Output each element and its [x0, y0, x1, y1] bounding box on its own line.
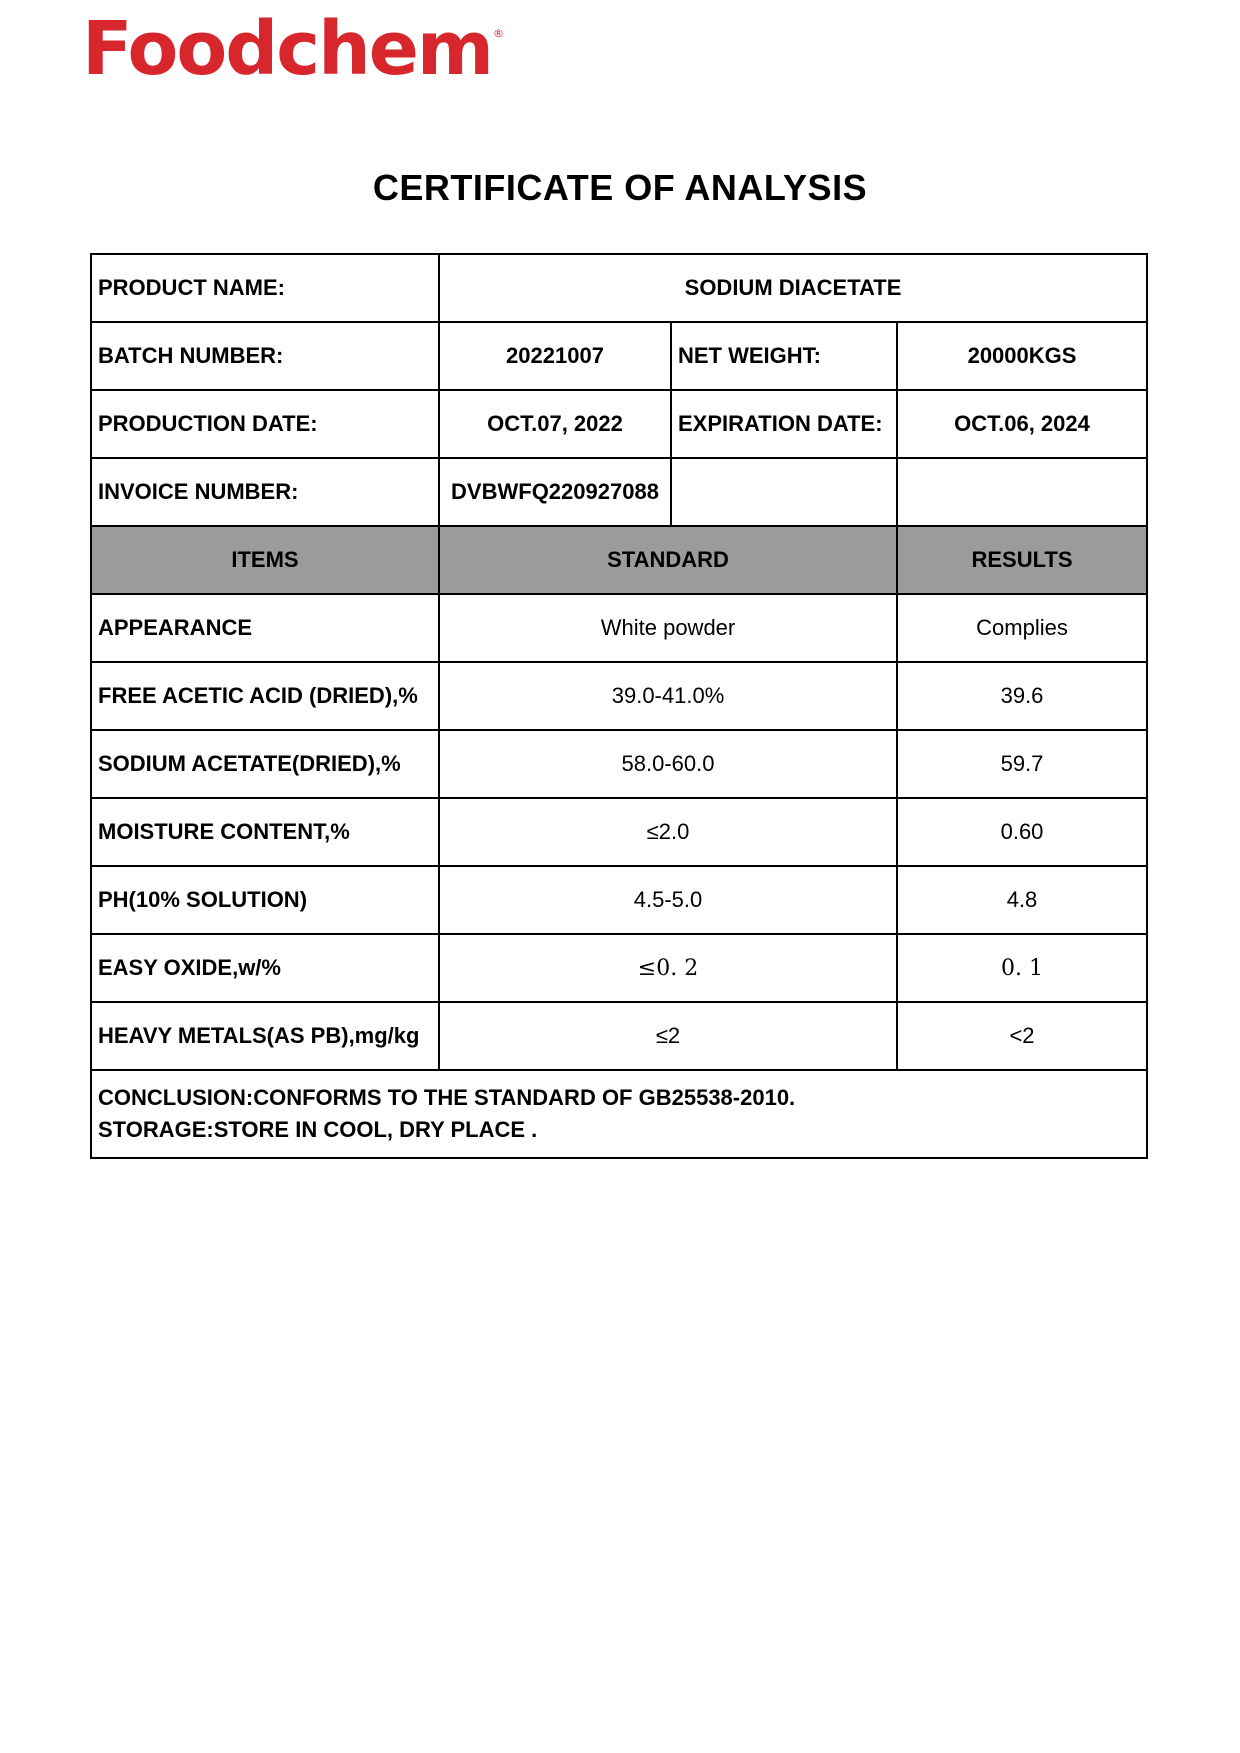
standard-cell: 39.0-41.0%: [439, 662, 897, 730]
item-cell: FREE ACETIC ACID (DRIED),%: [91, 662, 439, 730]
product-name-value: SODIUM DIACETATE: [439, 254, 1147, 322]
production-date-value: OCT.07, 2022: [439, 390, 671, 458]
table-row: [91, 1002, 1147, 1070]
table-row: [91, 594, 1147, 662]
table-row: [91, 866, 1147, 934]
result-cell: 0. 1: [897, 934, 1147, 1002]
standard-cell: ≤2: [439, 1002, 897, 1070]
result-cell: <2: [897, 1002, 1147, 1070]
standard-cell: ≤0. 2: [439, 934, 897, 1002]
result-cell: Complies: [897, 594, 1147, 662]
registered-mark: ®: [493, 27, 505, 40]
production-date-row: [91, 390, 1147, 458]
net-weight-value: 20000KGS: [897, 322, 1147, 390]
batch-number-label: BATCH NUMBER:: [91, 322, 439, 390]
expiration-date-value: OCT.06, 2024: [897, 390, 1147, 458]
expiration-date-label: EXPIRATION DATE:: [671, 390, 897, 458]
standard-cell: White powder: [439, 594, 897, 662]
invoice-number-row: [91, 458, 1147, 526]
result-cell: 0.60: [897, 798, 1147, 866]
storage-text: STORAGE:STORE IN COOL, DRY PLACE .: [98, 1117, 538, 1142]
production-date-label: PRODUCTION DATE:: [91, 390, 439, 458]
product-name-row: [91, 254, 1147, 322]
certificate-table: [90, 253, 1148, 1159]
item-cell: APPEARANCE: [91, 594, 439, 662]
conclusion-text: CONCLUSION:CONFORMS TO THE STANDARD OF GB25538-2010.: [98, 1085, 796, 1111]
item-cell: HEAVY METALS(AS PB),mg/kg: [91, 1002, 439, 1070]
product-name-label: PRODUCT NAME:: [91, 254, 439, 322]
empty-cell: [897, 458, 1147, 526]
empty-cell: [671, 458, 897, 526]
result-cell: 59.7: [897, 730, 1147, 798]
item-cell: EASY OXIDE,w/%: [91, 934, 439, 1002]
table-row: [91, 934, 1147, 1002]
item-cell: MOISTURE CONTENT,%: [91, 798, 439, 866]
net-weight-label: NET WEIGHT:: [671, 322, 897, 390]
item-cell: SODIUM ACETATE(DRIED),%: [91, 730, 439, 798]
standard-header: STANDARD: [439, 526, 897, 594]
logo-text: Foodchem: [82, 6, 493, 92]
batch-number-value: 20221007: [439, 322, 671, 390]
result-cell: 39.6: [897, 662, 1147, 730]
invoice-number-value: DVBWFQ220927088: [439, 458, 671, 526]
standard-cell: 58.0-60.0: [439, 730, 897, 798]
table-row: [91, 662, 1147, 730]
batch-number-row: [91, 322, 1147, 390]
conclusion-row: [91, 1070, 1147, 1158]
results-header: RESULTS: [897, 526, 1147, 594]
items-header: ITEMS: [91, 526, 439, 594]
item-cell: PH(10% SOLUTION): [91, 866, 439, 934]
standard-cell: 4.5-5.0: [439, 866, 897, 934]
document-title: CERTIFICATE OF ANALYSIS: [372, 167, 868, 208]
table-header-row: [91, 526, 1147, 594]
table-row: [91, 730, 1147, 798]
conclusion-cell: [91, 1070, 1147, 1158]
foodchem-logo: [82, 6, 505, 92]
table-row: [91, 798, 1147, 866]
result-cell: 4.8: [897, 866, 1147, 934]
invoice-number-label: INVOICE NUMBER:: [91, 458, 439, 526]
standard-cell: ≤2.0: [439, 798, 897, 866]
